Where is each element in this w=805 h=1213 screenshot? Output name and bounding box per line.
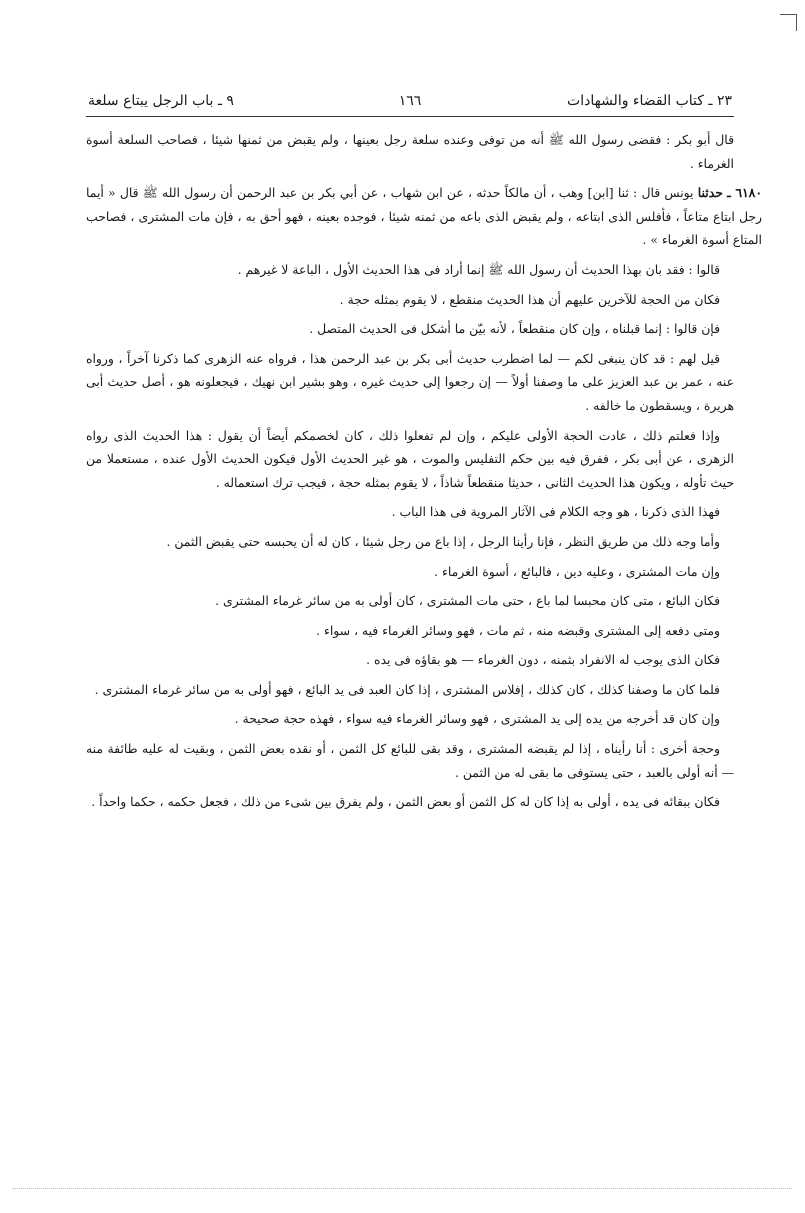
paragraph: وأما وجه ذلك من طريق النظر ، فإنا رأينا الرجل ، إذا باع من رجل شيئا ، كان له أن يحبسه حتى يقبض الثمن . <box>166 533 720 549</box>
paragraph: فلما كان ما وصفنا كذلك ، كان كذلك ، إفلاس المشترى ، إذا كان العبد فى يد البائع ، فهو أولى به من سائر غرماء المشترى . <box>94 681 720 697</box>
paragraph: قيل لهم : قد كان ينبغى لكم — لما اضطرب حديث أبى بكر بن عبد الرحمن هذا ، فرواه عنه الزهرى كما ذكرنا آخراً ، ورواه عنه ، عمر بن عبد العزيز على ما وصفنا أولاً — إن رجعوا إلى حديث غيره ، وهو بشير ابن نهيك ، فيجعلونه هو ، أصل حديث أبى هريرة ، ويسقطون ما خالفه . <box>86 350 735 413</box>
hadith-number: ٦١٨٠ ـ <box>727 185 762 201</box>
main-text <box>86 128 762 820</box>
hadith-paragraph <box>86 181 762 252</box>
paragraph: فهذا الذى ذكرنا ، هو وجه الكلام فى الآثار المروية فى هذا الباب . <box>391 504 720 520</box>
paragraph: وإن مات المشترى ، وعليه دين ، فالبائع ، أسوة الغرماء . <box>434 563 720 579</box>
paragraph: وإن كان قد أخرجه من يده إلى يد المشترى ، فهو وسائر الغرماء فيه سواء ، فهذه حجة صحيحة . <box>234 711 720 727</box>
paragraph: قال أبو بكر : فقضى رسول الله ﷺ أنه من توفى وعنده سلعة رجل بعينها ، ولم يقبض من ثمنها شيئا ، فصاحب السلعة أسوة الغرماء . <box>86 132 734 171</box>
paragraph: فكان ببقائه فى يده ، أولى به إذا كان له كل الثمن أو بعض الثمن ، ولم يفرق بين شىء من ذلك ، فجعل حكمه ، حكما واحداً . <box>91 794 720 810</box>
page-number: ١٦٦ <box>398 93 422 109</box>
bottom-rule <box>12 1188 792 1189</box>
hadith-opening: حدثنا <box>697 185 723 201</box>
paragraph: قالوا : فقد بان بهذا الحديث أن رسول الله ﷺ إنما أراد فى هذا الحديث الأول ، الباعة لا غيرهم . <box>237 261 720 277</box>
paragraph: وحجة أخرى : أنا رأيناه ، إذا لم يقبضه المشترى ، وقد بقى للبائع كل الثمن ، أو نقده بعض الثمن ، وبقيت له عليه طائفة منه — أنه أولى بالعبد ، حتى يستوفى ما بقى له من الثمن . <box>86 741 734 780</box>
header-rule <box>86 116 734 117</box>
paragraph: وإذا فعلتم ذلك ، عادت الحجة الأولى عليكم ، وإن لم تفعلوا ذلك ، كان لخصمكم أيضاً أن يقول : هذا الحديث الذى رواه الزهرى ، عن أبى بكر ، ففرق فيه بين حكم التفليس والموت ، هو غير الحديث الأول فيكون الحديث الأول عنده ، مستعملا من حيث تأوله ، ويكون هذا الحديث الثانى ، حديثا منقطعاً شاذاً ، لا يقوم بمثله حجة ، فيجب ترك استعماله . <box>86 427 734 490</box>
paragraph: فكان من الحجة للآخرين عليهم أن هذا الحديث منقطع ، لا يقوم بمثله حجة . <box>339 291 720 307</box>
hadith-text: يونس قال : ثنا [ابن] وهب ، أن مالكاً حدثه ، عن ابن شهاب ، عن أبي بكر بن عبد الرحمن أن رسول الله ﷺ قال « أيما رجل ابتاع متاعاً ، فأفلس الذى ابتاعه ، ولم يقبض الذى باعه من ثمنه شيئا ، فوجده بعينه ، فهو أحق به ، فإن مات المشترى ، فصاحب المتاع أسوة الغرماء » . <box>86 185 762 248</box>
paragraph: فكان البائع ، متى كان محبسا لما باع ، حتى مات المشترى ، كان أولى به من سائر غرماء المشترى . <box>215 593 720 609</box>
paragraph: فكان الذى يوجب له الانفراد بثمنه ، دون الغرماء — هو بقاؤه فى يده . <box>366 652 720 668</box>
scan-corner-mark <box>780 14 797 31</box>
paragraph: فإن قالوا : إنما قبلناه ، وإن كان منقطعاً ، لأنه بيّن ما أشكل فى الحديث المتصل . <box>309 321 720 337</box>
section-title: ٩ ـ باب الرجل يبتاع سلعة <box>88 93 234 109</box>
running-header <box>88 90 732 112</box>
chapter-title: ٢٣ ـ كتاب القضاء والشهادات <box>567 93 732 109</box>
paragraph: ومتى دفعه إلى المشترى وقبضه منه ، ثم مات ، فهو وسائر الغرماء فيه ، سواء . <box>316 622 720 638</box>
